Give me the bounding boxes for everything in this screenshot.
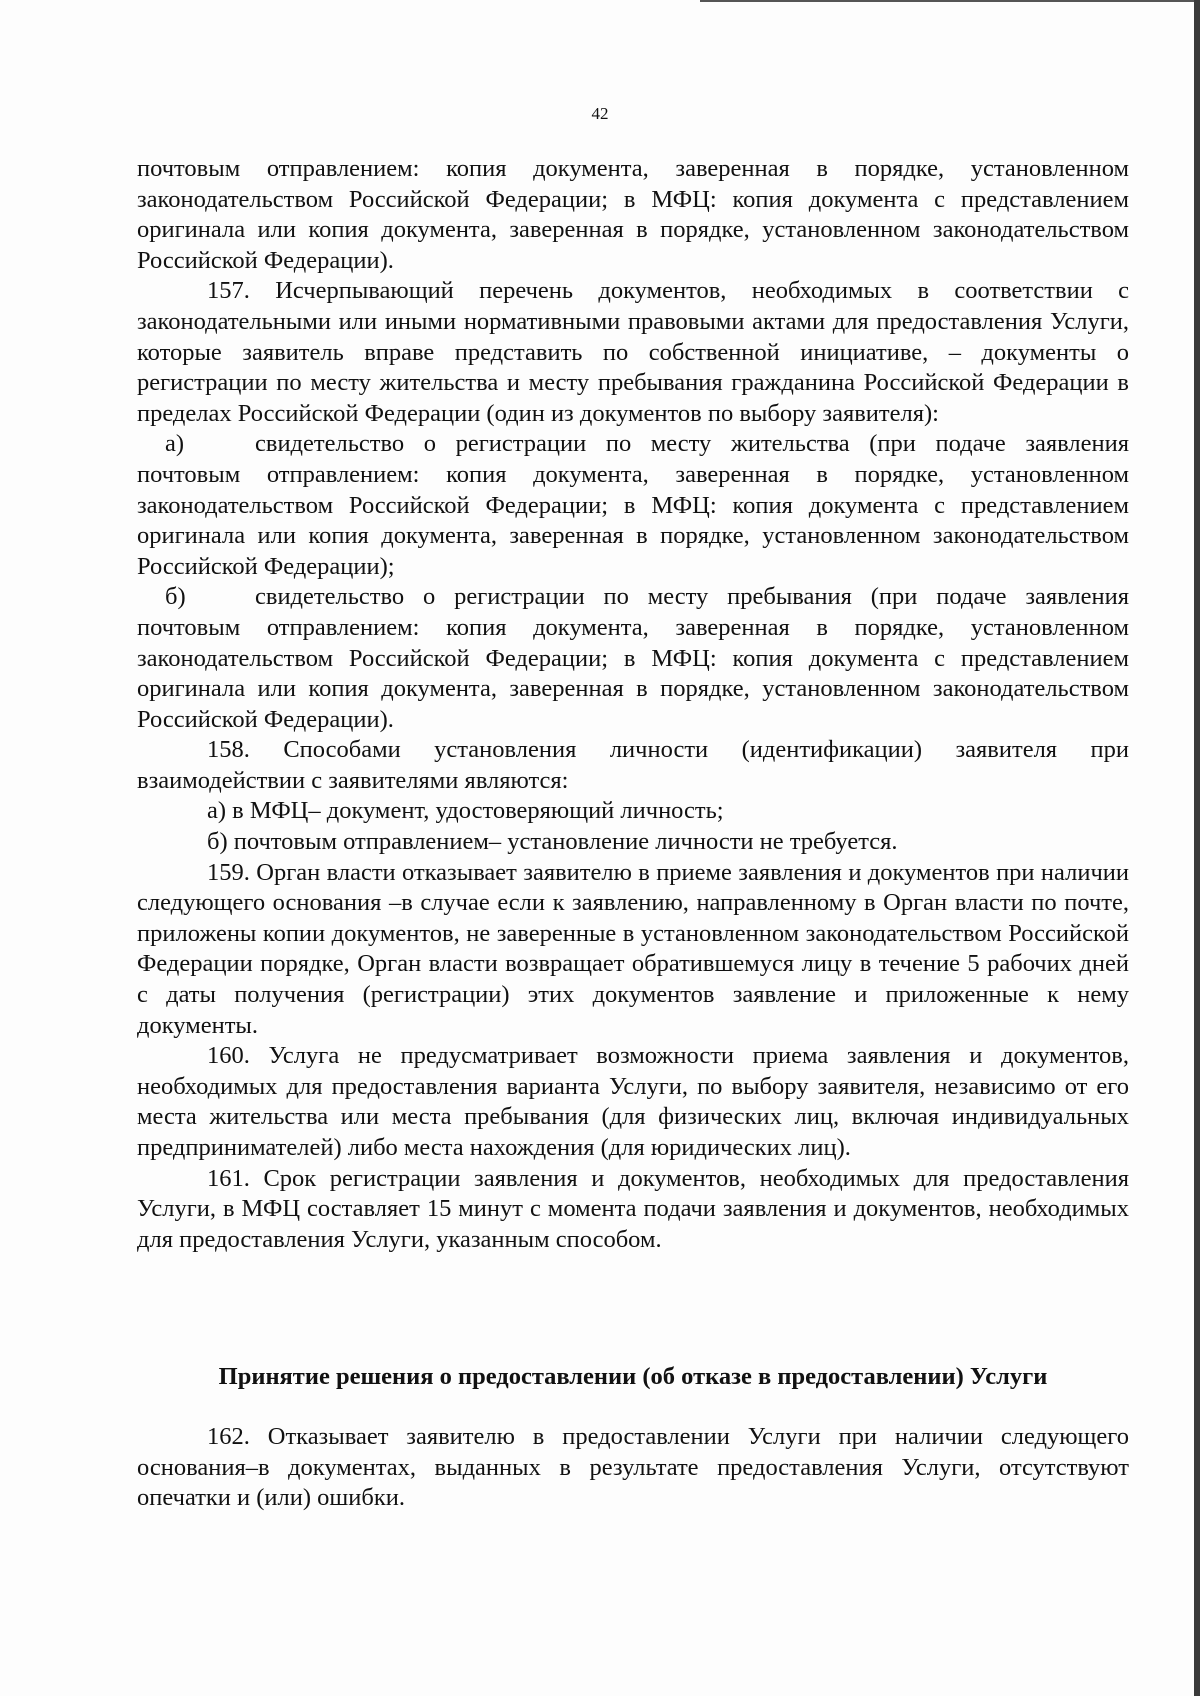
- list-item-157b: [137, 582, 1129, 735]
- scan-edge: [1194, 0, 1200, 1696]
- scan-top-line: [700, 0, 1200, 2]
- paragraph-157: 157. Исчерпывающий перечень документов, необходимых в соответствии с законодательными или иными нормативными правовыми актами для предоставления Услуги, которые заявитель вправе представить по собственной инициативе, – документы о регистрации по месту жительства и месту пребывания гражданина Российской Федерации в пределах Российской Федерации (один из документов по выбору заявителя):: [137, 277, 1129, 427]
- paragraph-161: 161. Срок регистрации заявления и документов, необходимых для предоставления Услуги, в МФЦ составляет 15 минут с момента подачи заявления и документов, необходимых для предоставления Услуги, указанным способом.: [137, 1164, 1129, 1253]
- body-text-2: [137, 1422, 1129, 1514]
- paragraph-160: 160. Услуга не предусматривает возможности приема заявления и документов, необходимых для предоставления варианта Услуги, по выбору заявителя, независимо от его места жительства или места пребывания (для физических лиц, включая индивидуальных предпринимателей) либо места нахождения (для юридических лиц).: [137, 1042, 1129, 1161]
- paragraph-159: 159. Орган власти отказывает заявителю в приеме заявления и документов при наличии следующего основания –в случае если к заявлению, направленному в Орган власти по почте, приложены копии документов, не заверенные в установленном законодательством Российской Федерации порядке, Орган власти возвращает обратившемуся лицу в течение 5 рабочих дней с даты получения (регистрации) этих документов заявление и приложенные к нему документы.: [137, 858, 1129, 1039]
- paragraph-158a: а) в МФЦ– документ, удостоверяющий личность;: [207, 797, 724, 825]
- list-item-text: свидетельство о регистрации по месту жительства (при подаче заявления почтовым отправлением: копия документа, заверенная в порядке, установленном законодательством Российской Федерации; в МФЦ: копия документа с представлением оригинала или копия документа, заверенная в порядке, установленном законодательством Российской Федерации);: [137, 430, 1129, 580]
- paragraph-158: 158. Способами установления личности (идентификации) заявителя при взаимодействии с заявителями являются:: [137, 736, 1129, 794]
- paragraph-158b: б) почтовым отправлением– установление личности не требуется.: [207, 828, 898, 856]
- list-marker: а): [165, 430, 185, 458]
- list-marker: б): [165, 583, 186, 611]
- body-text: [137, 154, 1129, 1255]
- paragraph-continuation: почтовым отправлением: копия документа, заверенная в порядке, установленном законодательством Российской Федерации; в МФЦ: копия документа с представлением оригинала или копия документа, заверенная в порядке, установленном законодательством Российской Федерации).: [137, 155, 1129, 274]
- list-item-text: свидетельство о регистрации по месту пребывания (при подаче заявления почтовым отправлением: копия документа, заверенная в порядке, установленном законодательством Российской Федерации; в МФЦ: копия документа с представлением оригинала или копия документа, заверенная в порядке, установленном законодательством Российской Федерации).: [137, 583, 1129, 733]
- page-number: 42: [591, 104, 609, 123]
- paragraph-162: 162. Отказывает заявителю в предоставлении Услуги при наличии следующего основания–в документах, выданных в результате предоставления Услуги, отсутствуют опечатки и (или) ошибки.: [137, 1423, 1129, 1512]
- list-item-157a: [137, 429, 1129, 582]
- section-heading: Принятие решения о предоставлении (об отказе в предоставлении) Услуги: [218, 1363, 1048, 1390]
